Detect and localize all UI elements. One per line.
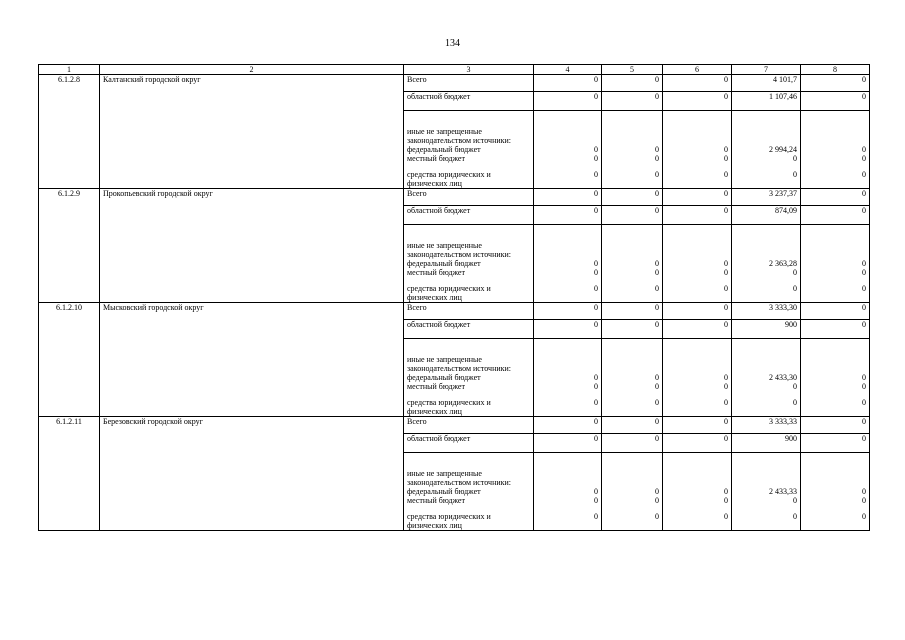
municipality-name — [100, 154, 404, 170]
value-cell: 0 — [801, 189, 870, 206]
funding-source-label — [404, 225, 534, 269]
value-cell: 0 — [534, 225, 602, 269]
federal-budget-row — [39, 225, 870, 269]
value-cell: 0 — [534, 417, 602, 434]
value-cell: 0 — [534, 75, 602, 92]
local-budget-row — [39, 154, 870, 170]
value-cell: 0 — [801, 268, 870, 284]
municipality-name — [100, 398, 404, 417]
item-code — [39, 154, 100, 170]
value-cell: 0 — [534, 268, 602, 284]
value-cell: 0 — [801, 382, 870, 398]
value-cell: 4 101,7 — [732, 75, 801, 92]
value-cell: 0 — [663, 453, 732, 497]
value-cell: 0 — [663, 339, 732, 383]
local-budget-row — [39, 382, 870, 398]
column-number: 1 — [39, 65, 100, 75]
legal-entities-row — [39, 170, 870, 189]
funding-source-label: местный бюджет — [404, 268, 534, 284]
value-cell: 0 — [534, 382, 602, 398]
other-sources-label: иные не запрещенные законодательством источники: — [407, 127, 512, 145]
municipality-name — [100, 382, 404, 398]
funding-source-label: Всего — [404, 417, 534, 434]
item-code — [39, 206, 100, 225]
federal-budget-label: федеральный бюджет — [407, 145, 481, 154]
funding-source-label: Всего — [404, 75, 534, 92]
municipality-name — [100, 225, 404, 269]
value-cell: 0 — [801, 417, 870, 434]
federal-budget-label: федеральный бюджет — [407, 373, 481, 382]
federal-budget-row — [39, 111, 870, 155]
item-code — [39, 496, 100, 512]
value-cell: 0 — [732, 170, 801, 189]
regional-budget-row — [39, 92, 870, 111]
value-cell: 0 — [534, 189, 602, 206]
total-row — [39, 75, 870, 92]
value-cell: 0 — [801, 339, 870, 383]
local-budget-row — [39, 268, 870, 284]
municipality-name — [100, 92, 404, 111]
item-code: 6.1.2.8 — [39, 75, 100, 92]
funding-source-label: средства юридических и физических лиц — [404, 284, 534, 303]
value-cell: 0 — [602, 268, 663, 284]
funding-source-label: областной бюджет — [404, 92, 534, 111]
value-cell: 0 — [663, 189, 732, 206]
value-cell: 0 — [801, 154, 870, 170]
value-cell: 0 — [602, 434, 663, 453]
item-code — [39, 92, 100, 111]
value-cell: 0 — [801, 453, 870, 497]
total-row — [39, 303, 870, 320]
value-cell: 0 — [534, 453, 602, 497]
value-cell: 0 — [732, 398, 801, 417]
value-cell: 0 — [732, 284, 801, 303]
funding-source-label: средства юридических и физических лиц — [404, 512, 534, 531]
value-cell: 0 — [534, 154, 602, 170]
value-cell: 0 — [602, 339, 663, 383]
value-cell: 0 — [732, 496, 801, 512]
item-code: 6.1.2.11 — [39, 417, 100, 434]
funding-source-label — [404, 339, 534, 383]
value-cell: 0 — [732, 512, 801, 531]
total-row — [39, 417, 870, 434]
value-cell: 900 — [732, 434, 801, 453]
value-cell: 2 433,33 — [732, 453, 801, 497]
item-code — [39, 512, 100, 531]
value-cell: 0 — [663, 206, 732, 225]
municipality-name — [100, 434, 404, 453]
funding-source-label: средства юридических и физических лиц — [404, 170, 534, 189]
value-cell: 2 994,24 — [732, 111, 801, 155]
value-cell: 0 — [801, 170, 870, 189]
municipality-name: Калтанский городской округ — [100, 75, 404, 92]
value-cell: 0 — [663, 75, 732, 92]
municipality-name: Мысковский городской округ — [100, 303, 404, 320]
value-cell: 0 — [663, 303, 732, 320]
value-cell: 0 — [663, 92, 732, 111]
item-code — [39, 225, 100, 269]
funding-source-label: областной бюджет — [404, 206, 534, 225]
value-cell: 0 — [534, 303, 602, 320]
municipality-name — [100, 268, 404, 284]
value-cell: 0 — [602, 417, 663, 434]
funding-source-label: областной бюджет — [404, 320, 534, 339]
item-code — [39, 320, 100, 339]
page-number: 134 — [445, 38, 460, 49]
municipality-name: Прокопьевский городской округ — [100, 189, 404, 206]
funding-source-label: местный бюджет — [404, 382, 534, 398]
item-code — [39, 268, 100, 284]
value-cell: 874,09 — [732, 206, 801, 225]
value-cell: 0 — [534, 284, 602, 303]
federal-budget-label: федеральный бюджет — [407, 487, 481, 496]
local-budget-row — [39, 496, 870, 512]
value-cell: 0 — [534, 512, 602, 531]
legal-entities-row — [39, 284, 870, 303]
value-cell: 0 — [602, 189, 663, 206]
column-number: 5 — [602, 65, 663, 75]
value-cell: 0 — [602, 225, 663, 269]
value-cell: 900 — [732, 320, 801, 339]
value-cell: 0 — [801, 496, 870, 512]
value-cell: 0 — [663, 496, 732, 512]
column-number: 4 — [534, 65, 602, 75]
legal-entities-row — [39, 398, 870, 417]
regional-budget-row — [39, 206, 870, 225]
value-cell: 0 — [534, 434, 602, 453]
value-cell: 0 — [663, 154, 732, 170]
value-cell: 0 — [534, 398, 602, 417]
value-cell: 0 — [663, 320, 732, 339]
value-cell: 0 — [663, 382, 732, 398]
value-cell: 3 333,33 — [732, 417, 801, 434]
regional-budget-row — [39, 434, 870, 453]
column-number: 3 — [404, 65, 534, 75]
municipality-name — [100, 496, 404, 512]
value-cell: 0 — [663, 398, 732, 417]
value-cell: 0 — [801, 111, 870, 155]
value-cell: 0 — [602, 154, 663, 170]
municipality-name — [100, 320, 404, 339]
value-cell: 0 — [732, 154, 801, 170]
value-cell: 0 — [602, 111, 663, 155]
item-code — [39, 339, 100, 383]
value-cell: 0 — [801, 303, 870, 320]
item-code — [39, 434, 100, 453]
value-cell: 0 — [663, 170, 732, 189]
value-cell: 0 — [801, 284, 870, 303]
value-cell: 0 — [801, 75, 870, 92]
legal-entities-row — [39, 512, 870, 531]
budget-table — [38, 64, 870, 531]
funding-source-label: областной бюджет — [404, 434, 534, 453]
value-cell: 0 — [663, 434, 732, 453]
value-cell: 0 — [534, 170, 602, 189]
value-cell: 0 — [602, 398, 663, 417]
value-cell: 3 237,37 — [732, 189, 801, 206]
funding-source-label: Всего — [404, 189, 534, 206]
value-cell: 0 — [801, 320, 870, 339]
value-cell: 0 — [602, 75, 663, 92]
value-cell: 0 — [602, 512, 663, 531]
funding-source-label: местный бюджет — [404, 496, 534, 512]
column-number: 7 — [732, 65, 801, 75]
item-code — [39, 284, 100, 303]
value-cell: 0 — [801, 225, 870, 269]
value-cell: 0 — [602, 496, 663, 512]
federal-budget-label: федеральный бюджет — [407, 259, 481, 268]
column-number: 6 — [663, 65, 732, 75]
municipality-name — [100, 206, 404, 225]
value-cell: 0 — [602, 382, 663, 398]
value-cell: 0 — [534, 111, 602, 155]
municipality-name — [100, 111, 404, 155]
value-cell: 0 — [602, 92, 663, 111]
value-cell: 0 — [801, 206, 870, 225]
funding-source-label — [404, 453, 534, 497]
value-cell: 0 — [663, 284, 732, 303]
municipality-name — [100, 284, 404, 303]
funding-source-label: Всего — [404, 303, 534, 320]
value-cell: 0 — [663, 225, 732, 269]
value-cell: 0 — [602, 170, 663, 189]
total-row — [39, 189, 870, 206]
funding-source-label: средства юридических и физических лиц — [404, 398, 534, 417]
value-cell: 0 — [663, 268, 732, 284]
value-cell: 0 — [534, 320, 602, 339]
other-sources-label: иные не запрещенные законодательством источники: — [407, 355, 512, 373]
value-cell: 0 — [732, 382, 801, 398]
federal-budget-row — [39, 339, 870, 383]
value-cell: 0 — [663, 111, 732, 155]
value-cell: 0 — [534, 92, 602, 111]
municipality-name — [100, 339, 404, 383]
value-cell: 0 — [801, 92, 870, 111]
item-code: 6.1.2.9 — [39, 189, 100, 206]
funding-source-label: местный бюджет — [404, 154, 534, 170]
value-cell: 0 — [602, 453, 663, 497]
municipality-name: Березовский городской округ — [100, 417, 404, 434]
value-cell: 0 — [534, 496, 602, 512]
value-cell: 0 — [663, 417, 732, 434]
value-cell: 3 333,30 — [732, 303, 801, 320]
value-cell: 0 — [801, 434, 870, 453]
value-cell: 0 — [602, 284, 663, 303]
item-code — [39, 111, 100, 155]
column-number-row — [39, 65, 870, 75]
value-cell: 0 — [602, 303, 663, 320]
funding-source-label — [404, 111, 534, 155]
column-number: 8 — [801, 65, 870, 75]
item-code — [39, 170, 100, 189]
value-cell: 0 — [534, 206, 602, 225]
value-cell: 0 — [663, 512, 732, 531]
item-code: 6.1.2.10 — [39, 303, 100, 320]
value-cell: 0 — [602, 206, 663, 225]
value-cell: 0 — [732, 268, 801, 284]
value-cell: 2 363,28 — [732, 225, 801, 269]
federal-budget-row — [39, 453, 870, 497]
value-cell: 0 — [602, 320, 663, 339]
value-cell: 1 107,46 — [732, 92, 801, 111]
value-cell: 0 — [534, 339, 602, 383]
municipality-name — [100, 512, 404, 531]
municipality-name — [100, 170, 404, 189]
regional-budget-row — [39, 320, 870, 339]
item-code — [39, 453, 100, 497]
item-code — [39, 398, 100, 417]
other-sources-label: иные не запрещенные законодательством источники: — [407, 241, 512, 259]
value-cell: 0 — [801, 398, 870, 417]
column-number: 2 — [100, 65, 404, 75]
value-cell: 2 433,30 — [732, 339, 801, 383]
municipality-name — [100, 453, 404, 497]
item-code — [39, 382, 100, 398]
value-cell: 0 — [801, 512, 870, 531]
other-sources-label: иные не запрещенные законодательством источники: — [407, 469, 512, 487]
